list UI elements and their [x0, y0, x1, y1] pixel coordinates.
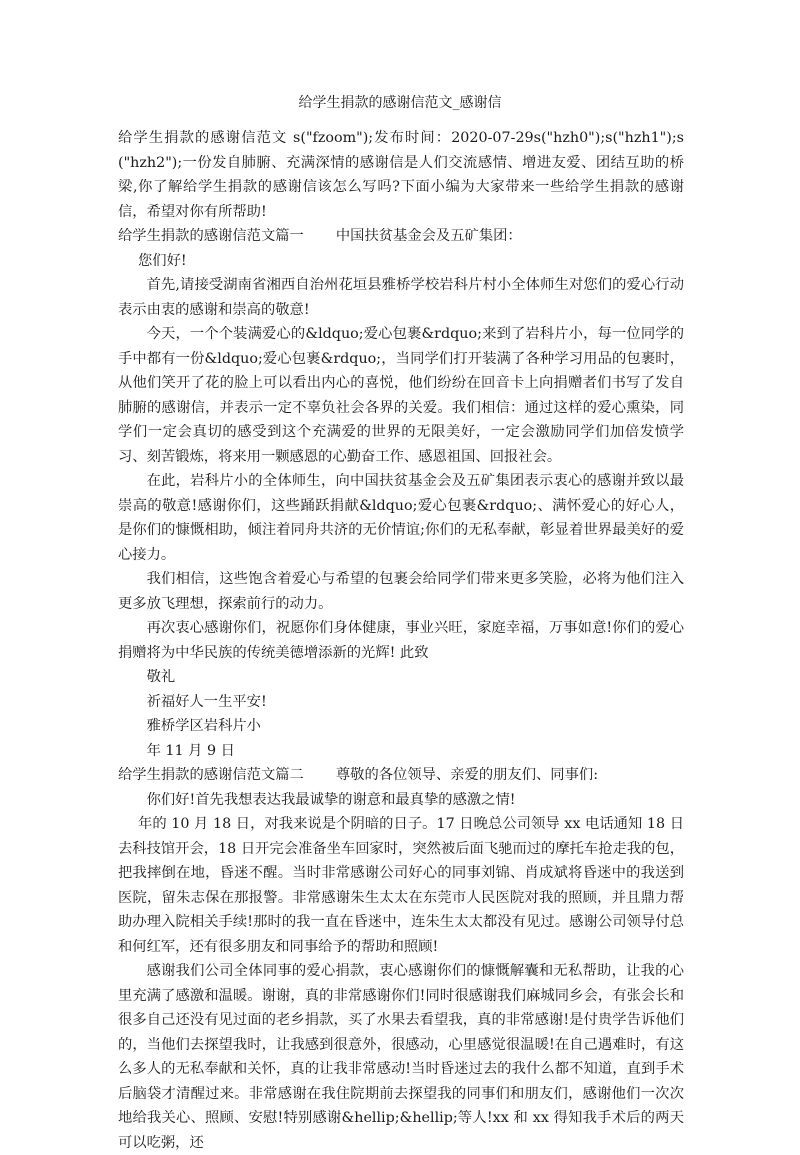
section-1-paragraph: 再次衷心感谢你们，祝愿你们身体健康，事业兴旺，家庭幸福，万事如意!你们的爱心捐赠将为中华民族的传统美德增添新的光辉! 此致	[118, 620, 684, 661]
section-1-paragraph: 今天，一个个装满爱心的&ldquo;爱心包裹&rdquo;来到了岩科片小，每一位同学的手中都有一份&ldquo;爱心包裹&rdquo;，当同学们打开装满了各种学习用品的包裹时，从他们笑开了花的脸上可以看出内心的喜悦，他们纷纷在回音卡上向捐赠者们书写了发自肺腑的感谢信，并表示一定不辜负社会各界的关爱。我们相信：通过这样的爱心熏染，同学们一定会真切的感受到这个充满爱的世界的无限美好，一定会激励同学们加倍发愤学习、刻苦锻炼，将来用一颗感恩的心勤奋工作、感恩祖国、回报社会。	[118, 326, 684, 465]
section-1-blessing: 祈福好人一生平安!	[146, 693, 267, 710]
section-1-recipient: 中国扶贫基金会及五矿集团：	[335, 228, 522, 244]
section-2-paragraph: 感谢我们公司全体同事的爱心捐款，衷心感谢你们的慷慨解囊和无私帮助，让我的心里充满了感激和温暖。谢谢，真的非常感谢你们!同时很感谢我们麻城同乡会，有张会长和很多自己还没有见过面的老乡捐款，买了水果去看望我，真的非常感谢!是付贵学告诉他们的，当他们去探望我时，让我感到很意外，很感动，心里感觉很温暖!在自己遇难时，有这么多人的无私奉献和关怀，真的让我非常感动!当时昏迷过去的我什么都不知道，直到手术后脑袋才清醒过来。非常感谢在我住院期前去探望我的同事们和朋友们，感谢他们一次次地给我关心、照顾、安慰!特别感谢&hellip;&hellip;等人!xx 和 xx 得知我手术后的两天可以吃粥，还	[118, 963, 684, 1151]
section-1-paragraph: 在此，岩科片小的全体师生，向中国扶贫基金会及五矿集团表示衷心的感谢并致以最崇高的敬意!感谢你们，这些踊跃捐献&ldquo;爱心包裹&rdquo;、满怀爱心的好心人，是你们的慷慨相助，倾注着同舟共济的无价情谊;你们的无私奉献，彰显着世界最美好的爱心接力。	[118, 473, 684, 563]
section-1-heading	[118, 224, 684, 249]
section-2-title: 给学生捐款的感谢信范文篇二	[118, 767, 304, 783]
section-2-paragraph: 年的 10 月 18 日，对我来说是个阴暗的日子。17 日晚总公司领导 xx 电话通知 18 日去科技馆开会，18 日开完会准备坐车回家时，突然被后面飞驰而过的摩托车抢走我的包，把我摔倒在地，昏迷不醒。当时非常感谢公司好心的同事刘锦、肖成斌将昏迷中的我送到医院，留朱志保在那报警。非常感谢朱生太太在东莞市人民医院对我的照顾，并且鼎力帮助办理入院相关手续!那时的我一直在昏迷中，连朱生太太都没有见过。感谢公司领导付总和何红军，还有很多朋友和同事给予的帮助和照顾!	[118, 816, 685, 955]
section-1-date: 年 11 月 9 日	[146, 742, 235, 759]
section-2-paragraph: 你们好!首先我想表达我最诚挚的谢意和最真挚的感激之情!	[146, 791, 516, 808]
section-1-paragraph: 我们相信，这些饱含着爱心与希望的包裹会给同学们带来更多笑脸，必将为他们注入更多放飞理想，探索前行的动力。	[118, 571, 684, 612]
intro-paragraph: 给学生捐款的感谢信范文 s("fzoom");发布时间：2020-07-29s("hzh0");s("hzh1");s("hzh2");一份发自肺腑、充满深情的感谢信是人们交流感情、增进友爱、团结互助的桥梁,你了解给学生捐款的感谢信该怎么写吗?下面小编为大家带来一些给学生捐款的感谢信，希望对你有所帮助!	[118, 130, 684, 220]
document-title: 给学生捐款的感谢信范文_感谢信	[298, 95, 502, 111]
section-1-paragraph: 首先,请接受湖南省湘西自治州花垣县雅桥学校岩科片村小全体师生对您们的爱心行动表示由衷的感谢和崇高的敬意!	[118, 277, 684, 318]
section-1-signature: 雅桥学区岩科片小	[146, 718, 261, 734]
section-1-closing: 敬礼	[146, 669, 176, 685]
section-1-greeting: 您们好!	[138, 252, 187, 269]
section-2-recipient: 尊敬的各位领导、亲爱的朋友们、同事们:	[335, 767, 599, 783]
section-1-title: 给学生捐款的感谢信范文篇一	[118, 228, 304, 244]
section-2-heading	[118, 763, 684, 788]
document-body	[118, 126, 684, 1155]
